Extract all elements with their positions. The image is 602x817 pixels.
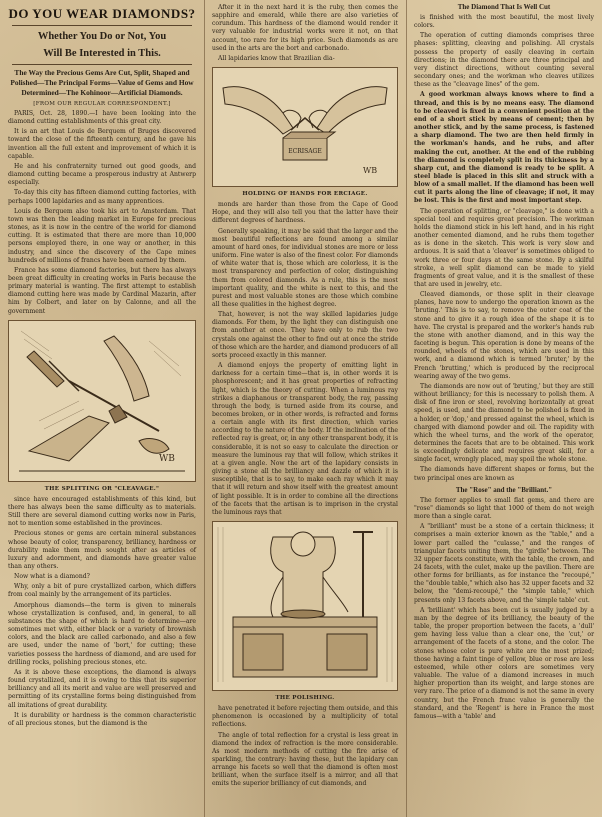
paragraph: Generally speaking, it may be said that the larger and the most beautiful reflections are found among a similar amount of hard ones, for individual stones are more or less uniform. Fine water is also of the finest color. For diamonds of white water that is, those which are colorless, it is the most transparency and perfection of color, distinguishing them from colored diamonds. As a rule, this is the most important quality, and the white is next to this, and the purest and most valuable stones are those which combine all these qualities in the highest degree. — [212, 227, 398, 308]
paragraph: France has some diamond factories, but there has always been great difficulty in creating works in Paris because the primary material is wanting. The first attempt to establish diamond cutting here was made by Cardinal Mazarin, after him by Colbert, and later on by Calonne, and all the government — [8, 266, 196, 315]
paragraph: It is durability or hardness is the common characteristic of all precious stones, but the diamond is the — [8, 711, 196, 727]
paragraph: All lapidaries know that Brazilian dia- — [218, 54, 335, 62]
paragraph: have penetrated it before rejecting them outside, and this phenomenon is occasioned by a multiplicity of total reflections. — [212, 705, 398, 729]
paragraph: Why, only a bit of pure crystallized carbon, which differs from coal mainly by the arrangement of its particles. — [8, 583, 196, 599]
illustration-caption: THE SPLITTING OR "CLEAVAGE." — [44, 485, 160, 492]
column-divider — [204, 0, 205, 817]
article-deck: The Way the Precious Gems Are Cut, Split, Shaped and Polished—The Principal Forms—Value of Gems and How Determined—The Kohinoor—Artificial Diamonds. — [10, 68, 194, 97]
article-subhead-line-1: Whether You Do or Not, You — [37, 31, 167, 42]
paragraph: A "brilliant" must be a stone of a certain thickness; it comprises a main exterior known as the "table," and a lower part called the "culasse," and the ranges of triangular facets uniting them, the "girdle" between. The 32 upper facets constitute, with the table, the crown, and 24 facets, with the culet, make up the pavilion. There are other forms for brilliants, as for instance the "recoupé," the "double table," which also has 32 upper facets and 32 below, the "demi-recoupé," the "simple table," which presents only 13 facets above, and the 'simple table' cut. — [414, 523, 594, 604]
section-heading: The "Rose" and the "Brilliant." — [455, 485, 553, 494]
illustration-caption: THE POLISHING. — [275, 695, 335, 702]
hands-engraving — [213, 68, 397, 184]
paragraph: As it is above these exceptions, the diamond is always found crystallized, and it is owing to this that its superior brilliancy and all its merit and value are well preserved and permitting of its crystalline forms being distinguished from all imitations of great durability. — [8, 668, 196, 709]
illustration-polishing — [212, 521, 398, 691]
paragraph: since have encouraged establishments of this kind, but there has always been the same difficulty as to materials. Still there are several diamond cutting works now in Paris, not to mention some established in the provinces. — [8, 495, 196, 528]
column-divider — [406, 0, 407, 817]
illustration-splitting — [8, 320, 196, 482]
paragraph: The former applies to small flat gems, and there are "rose" diamonds so light that 1000 of them do not weigh more than a single carat. — [414, 496, 594, 521]
ecrisage-label: ECRISAGE — [288, 148, 322, 156]
divider — [12, 25, 192, 26]
paragraph: He and his confraternity turned out good goods, and diamond cutting became a prosperous industry at Antwerp especially. — [8, 162, 196, 187]
paragraph: Louis de Berquem also took his art to Amsterdam. That town was then the leading market in Europe for precious stones, as it is now in the centre of the world for diamond cutting. It is estimated that there are more than 10,000 persons employed there, in one way or another, in this industry, and since the discovery of the Cape mines hundreds of millions of francs have been earned by them. — [8, 207, 196, 264]
paragraph: The diamonds are now out of 'bruting,' but they are still without brilliancy; for this is necessary to polish them. A disk of fine iron or steel, revolving horizontally at great speed, is used, and the diamond to be polished is fixed in a holder, or 'dop,' and pressed against the wheel, which is charged with diamond powder and oil. The rapidity with which the wheel turns, and the work of the operator, determines the facets that are to be obtained. This work is exceedingly delicate and requires great skill, for a single facet, wrongly placed, may spoil the whole stone. — [414, 382, 594, 464]
paragraph: Precious stones or gems are certain mineral substances whose beauty of color, transparency, brilliancy, hardness or durability make them much sought after as articles of luxury and adornment, and diamonds have greater value than any others. — [8, 530, 196, 570]
polishing-engraving — [213, 522, 397, 688]
paragraph: Now what is a diamond? — [14, 573, 90, 581]
paragraph: A good workman always knows where to find a thread, and this is by no means easy. The diamond to be cleaved is fixed in a convenient position at the end of a short stick by means of cement; then by another stick, and by the same process, is fastened a sharp diamond. The two are then held firmly in the workman's hands, and he rubs, and after making the cut, another. At the end of the rubbing the diamond is completely split in its thickness by a sharp cut, and the diamond is ready to be split. A steel blade is placed in this slit and struck with a blow of a small mallet. If the diamond has been well cut it parts along the line of cleavage; if not, it may be lost. This is the first and most important step. — [414, 91, 594, 205]
section-heading: The Diamond That Is Well Cut — [457, 3, 551, 11]
splitting-engraving — [9, 321, 195, 479]
article-subhead-line-2: Will Be Interested in This. — [43, 48, 161, 59]
illustration-caption: HOLDING OF HANDS FOR ERCIAGE. — [242, 191, 368, 198]
paragraph: PARIS, Oct. 28, 1890.—I have been looking into the diamond cutting establishments of this great city. — [8, 110, 196, 126]
paragraph: Amorphous diamonds—the term is given to minerals whose crystallization is confused, and, in general, to all substances the shape of which is hard to determine—are sometimes met with, either black or a variety of brownish colors, and the black are called carbonado, and also a few are used, under the name of 'bort,' for cutting; these varieties possess the hardness of diamond, and are used for drilling rocks, polishing precious stones, etc. — [8, 601, 196, 666]
illustration-hands — [212, 67, 398, 187]
paragraph: is finished with the most beautiful, the most lively colors. — [414, 14, 594, 30]
column-1 — [4, 0, 200, 817]
correspondent-line: [FROM OUR REGULAR CORRESPONDENT.] — [33, 101, 171, 107]
article-headline: DO YOU WEAR DIAMONDS? — [8, 6, 196, 21]
paragraph: That, however, is not the way skilled lapidaries judge diamonds. For them, by the light they can distinguish one from another at once. They have only to rub the two crystals one against the other to find out at once the stride of those which are the harder, and diamond producers of all sorts proceed exactly in this manner. — [212, 311, 398, 359]
svg-text:WB: WB — [159, 453, 175, 464]
paragraph: The operation of splitting, or "cleavage," is done with a special tool and requires great precision. The workman holds the diamond stick in his left hand, and in his right another cemented diamond, and he rubs them together as is done in the sketch. This work is very slow and arduous. It is said that a 'cleaver' is sometimes obliged to work three or four days at the same stone. By a skilful stroke, a well split diamond can be made to yield fragments of great value, and it is the smallest of these that are used in jewelry, etc. — [414, 207, 594, 288]
paragraph: A 'brilliant' which has been cut is usually judged by a man by the degree of its brilliancy, the beauty of the table, the proper proportion between the facets, a 'dull' gem having less value than a clear one, the 'cut,' or arrangement of the facets of a stone, and the color. The stones whose color is pure white are the most prized; those having a faint tinge of yellow, blue or rose are less esteemed, while other colors are sometimes very valuable. The value of a diamond increases in much higher proportion than its weight, and large stones are very rare. The price of a diamond is not the same in every country, but the French franc value is generally the standard, and the 'Regent' is here in France the most famous—with a 'table' and — [414, 606, 594, 720]
divider — [12, 64, 192, 65]
paragraph: After it in the next hard it is the ruby, then comes the sapphire and emerald, while there are also varieties of corundum. This hardness of the diamond would render it very valuable for industrial works were it not, on that account, too rare for its high price. Such diamonds as are used in the arts are the bort and carbonado. — [212, 4, 398, 52]
paragraph: monds are harder than those from the Cape of Good Hope, and they will also tell you that the latter have their different degrees of hardness. — [212, 201, 398, 225]
paragraph: The operation of cutting diamonds comprises three phases: splitting, cleaving and polishing. All crystals possess the property of easily cleaving in certain directions; in the diamond there are three principal and very distinct directions, without counting several secondary ones; and the workman who cleaves utilizes these as the "cleavage lines" of the gem. — [414, 32, 594, 89]
paragraph: Cleaved diamonds, or those split in their cleavage planes, have now to undergo the operation known as the 'bruting.' This is to say, to remove the outer coat of the stone and to give it a rough idea of the shape it is to have. The crystal is prepared and the worker's hands rub the stone with another diamond, and in this way the faceting is begun. This operation is done by means of the rounded, wheels of the stones, which are used in this work, and a diamond which is termed 'bruter,' by the French 'brutting,' which is produced by the reciprocal wearing away of the two gems. — [414, 291, 594, 380]
column-2 — [208, 0, 402, 817]
svg-text:WB: WB — [363, 166, 378, 176]
paragraph: The diamonds have different shapes or forms, but the two principal ones are known as — [414, 466, 594, 482]
paragraph: To-day this city has fifteen diamond cutting factories, with perhaps 1000 lapidaries and as many apprentices. — [8, 189, 196, 205]
paragraph: A diamond enjoys the property of emitting light in darkness for a certain time—that is, in other words it is phosphorescent; and it has great properties of refracting light, which is the theory of cutting. When a luminous ray strikes a diaphanous or transparent body, the ray, passing through the body, is turned aside from its course, and becomes broken, or in other words, is refracted and forms a certain angle with its first direction, which varies according to the nature of the body. If the inclination of the reflected ray is great, or, in any other transparent body, it is considerable, it is not so easy to calculate the direction or measure the luminous ray that will follow, which strikes it at a given angle. Now the art of the lapidary consists in giving a stone all the brilliancy and dazzle of which it is susceptible, that is to say, to make each ray which it may that it will return and show itself with the greatest amount of light possible. It is in order to combine all the directions of the facets that the artisan is to imprison in the crystal the luminous rays that — [212, 362, 398, 516]
paragraph: It is an art that Louis de Berquem of Bruges discovered toward the close of the fifteenth century, and he gave his invention all the full extent and improvement of which it is capable. — [8, 128, 196, 160]
column-3 — [410, 0, 598, 817]
paragraph: The angle of total reflection for a crystal is less great in diamond the index of refraction is the more considerable. As most modern methods of cutting the fire arise of sparkling, the contrary: having these, but the lapidary can arrange his facets so well that the diamond is often most brilliant, when the surface itself is a mirror, and all that emits the superior brilliancy of cut diamonds, and — [212, 731, 398, 788]
